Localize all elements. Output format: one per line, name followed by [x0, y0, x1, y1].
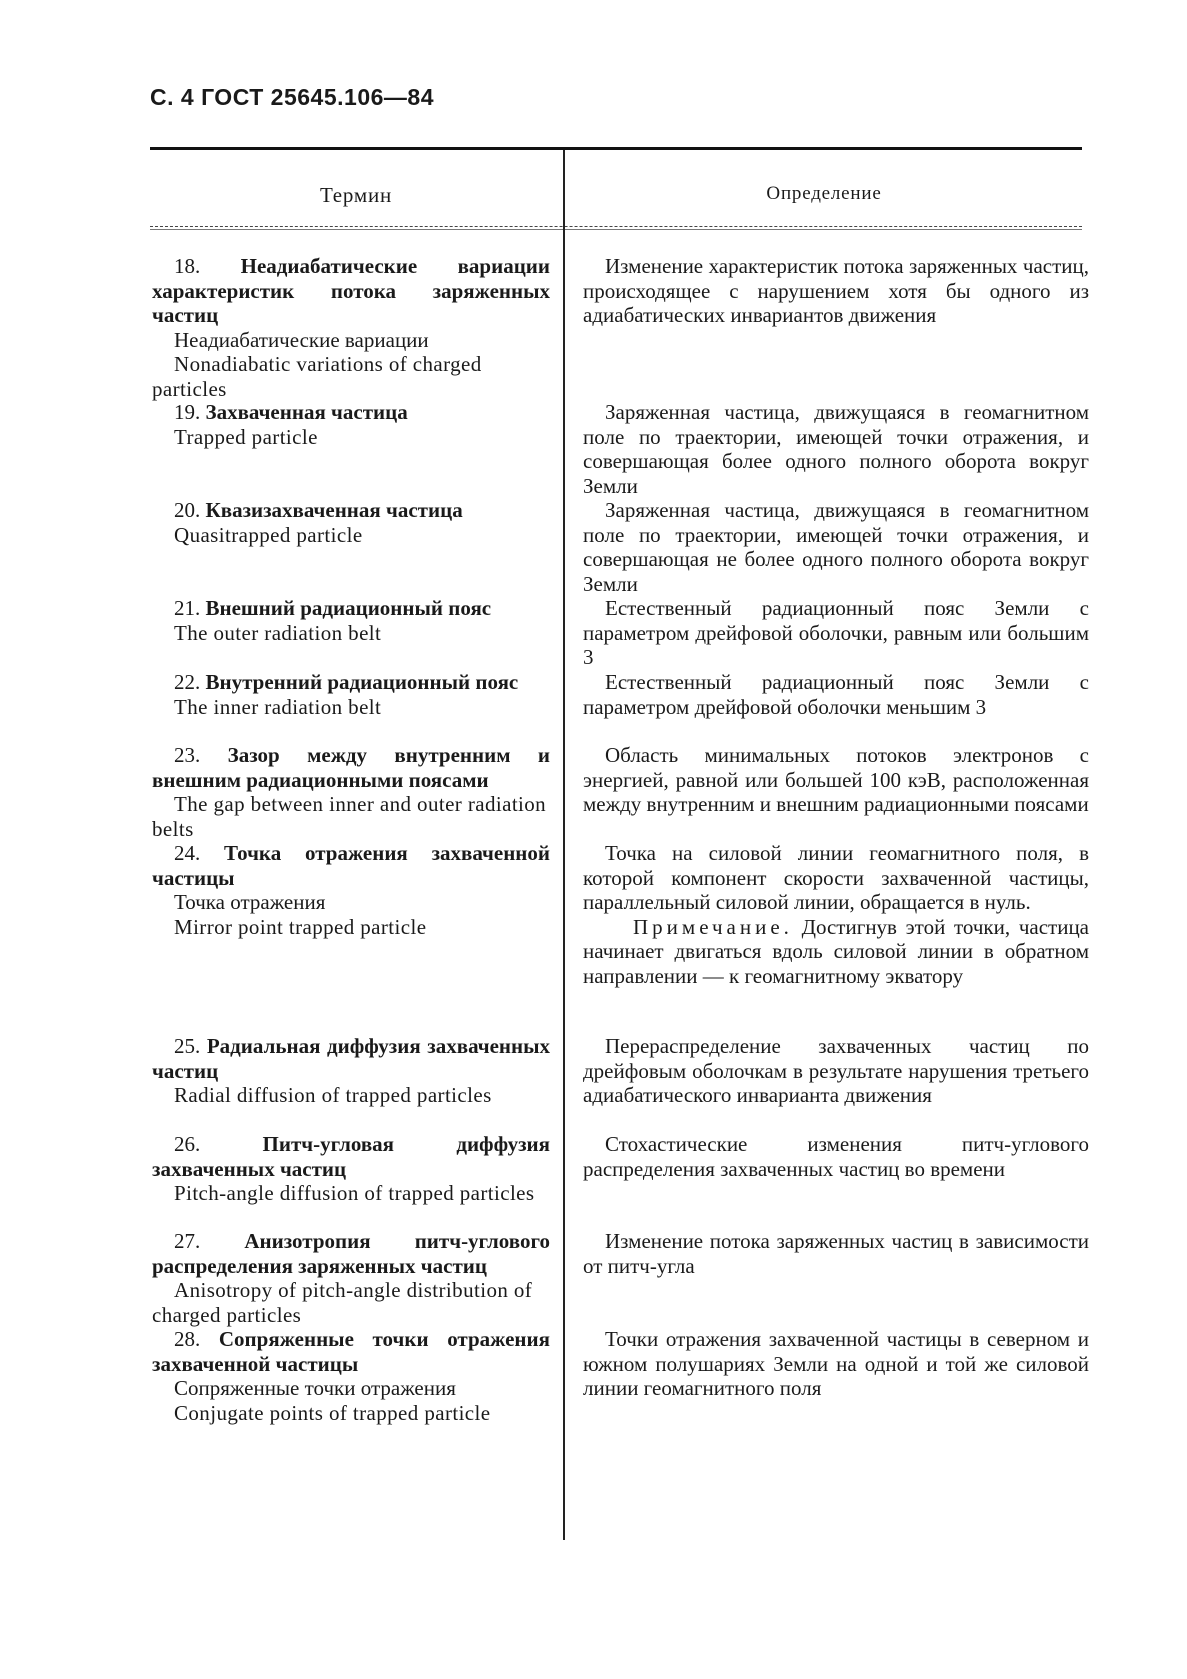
definition-19: [583, 400, 1089, 498]
term-en: The gap between inner and outer radiation belts: [152, 792, 547, 841]
term-entry-24: [152, 841, 550, 939]
entry-number: 23.: [174, 743, 201, 767]
definition-text: Стохастические изменения питч-углового распределения захваченных частиц во времени: [583, 1132, 1089, 1181]
term-ru: Точка отражения захваченной частицы: [152, 841, 550, 890]
term-entry-27: [152, 1229, 550, 1327]
term-entry-21: [152, 596, 550, 645]
definition-20: [583, 498, 1089, 596]
term-en: The inner radiation belt: [174, 694, 382, 719]
definition-text: Заряженная частица, движущаяся в геомагнитном поле по траектории, имеющей точки отражения, и совершающая более одного полного оборота вокруг Земли: [583, 400, 1089, 498]
entry-number: 19.: [174, 400, 201, 424]
term-entry-20: [152, 498, 550, 547]
definition-22: [583, 670, 1089, 719]
entry-number: 21.: [174, 596, 201, 620]
term-en: Pitch-angle diffusion of trapped particles: [174, 1181, 535, 1205]
term-ru: Зазор между внутренним и внешним радиационными поясами: [152, 743, 550, 792]
definition-28: [583, 1327, 1089, 1401]
term-entry-25: [152, 1034, 550, 1108]
definition-text: Точка на силовой линии геомагнитного поля, в которой компонент скорости захваченной частицы, параллельный силовой линии, обращается в нуль.: [583, 841, 1089, 914]
entry-number: 18.: [174, 254, 201, 278]
term-en: Radial diffusion of trapped particles: [174, 1083, 492, 1107]
header-divider-secondary: [150, 229, 1082, 230]
definition-note: [583, 915, 1089, 989]
term-ru: Захваченная частица: [205, 400, 408, 424]
term-entry-18: [152, 254, 550, 401]
term-entry-22: [152, 670, 550, 719]
table-top-rule: [150, 147, 1082, 150]
entry-number: 28.: [174, 1327, 201, 1351]
entry-number: 27.: [174, 1229, 201, 1253]
term-ru: Неадиабатические вариации характеристик потока заряженных частиц: [152, 254, 550, 327]
entry-number: 20.: [174, 498, 201, 522]
term-ru: Питч-угловая диффузия захваченных частиц: [152, 1132, 550, 1181]
note-text: Достигнув этой точки, частица начинает двигаться вдоль силовой линии в обратном направлении — к геомагнитному экватору: [583, 914, 1090, 988]
header-divider: [150, 226, 1082, 227]
term-en: Quasitrapped particle: [174, 522, 363, 547]
term-ru: Квазизахваченная частица: [205, 498, 463, 522]
definition-text: Изменение потока заряженных частиц в зависимости от питч-угла: [583, 1229, 1089, 1278]
term-synonym: Неадиабатические вариации: [174, 327, 429, 352]
definition-text: Естественный радиационный пояс Земли с параметром дрейфовой оболочки, равным или большим 3: [583, 596, 1089, 669]
note-label: Примечание.: [633, 914, 793, 939]
entry-number: 22.: [174, 670, 201, 694]
term-en: Nonadiabatic variations of charged particles: [152, 352, 482, 401]
term-entry-28: [152, 1327, 550, 1425]
page-header: С. 4 ГОСТ 25645.106—84: [150, 84, 434, 110]
term-synonym: Сопряженные точки отражения: [174, 1376, 456, 1400]
definition-18: [583, 254, 1089, 328]
definition-24: [583, 841, 1089, 988]
definition-27: [583, 1229, 1089, 1278]
term-synonym: Точка отражения: [174, 890, 326, 914]
term-ru: Радиальная диффузия захваченных частиц: [152, 1034, 550, 1083]
term-en: Mirror point trapped particle: [174, 914, 427, 939]
term-en: Anisotropy of pitch-angle distribution of charged particles: [152, 1278, 533, 1327]
definition-23: [583, 743, 1089, 817]
entry-number: 25.: [174, 1034, 201, 1058]
definition-text: Перераспределение захваченных частиц по дрейфовым оболочкам в результате нарушения третьего адиабатического инварианта движения: [583, 1034, 1089, 1107]
term-ru: Внешний радиационный пояс: [205, 596, 492, 620]
definition-text: Точки отражения захваченной частицы в северном и южном полушариях Земли на одной и той же силовой линии геомагнитного поля: [583, 1327, 1089, 1400]
term-en: The outer radiation belt: [174, 620, 382, 645]
term-ru: Анизотропия питч-углового распределения заряженных частиц: [152, 1229, 550, 1278]
definition-text: Заряженная частица, движущаяся в геомагнитном поле по траектории, имеющей точки отражения, и совершающая не более одного полного оборота вокруг Земли: [583, 498, 1089, 596]
column-divider: [563, 150, 565, 1540]
term-en: Trapped particle: [174, 424, 318, 449]
definition-text: Естественный радиационный пояс Земли с параметром дрейфовой оболочки меньшим 3: [583, 670, 1089, 719]
definition-text: Изменение характеристик потока заряженных частиц, происходящее с нарушением хотя бы одного из адиабатических инвариантов движения: [583, 254, 1089, 327]
entry-number: 24.: [174, 841, 201, 865]
column-header-term: Термин: [319, 183, 393, 207]
entry-number: 26.: [174, 1132, 201, 1156]
term-entry-19: [152, 400, 550, 449]
term-entry-23: [152, 743, 550, 841]
definition-text: Область минимальных потоков электронов с энергией, равной или большей 100 кэВ, расположенная между внутренним и внешним радиационными поясами: [583, 743, 1089, 816]
term-en: Conjugate points of trapped particle: [174, 1400, 491, 1425]
column-header-definition: Определение: [766, 183, 882, 204]
term-ru: Сопряженные точки отражения захваченной частицы: [152, 1327, 550, 1376]
definition-25: [583, 1034, 1089, 1108]
definition-26: [583, 1132, 1089, 1181]
term-ru: Внутренний радиационный пояс: [205, 670, 519, 694]
definition-21: [583, 596, 1089, 670]
term-entry-26: [152, 1132, 550, 1206]
